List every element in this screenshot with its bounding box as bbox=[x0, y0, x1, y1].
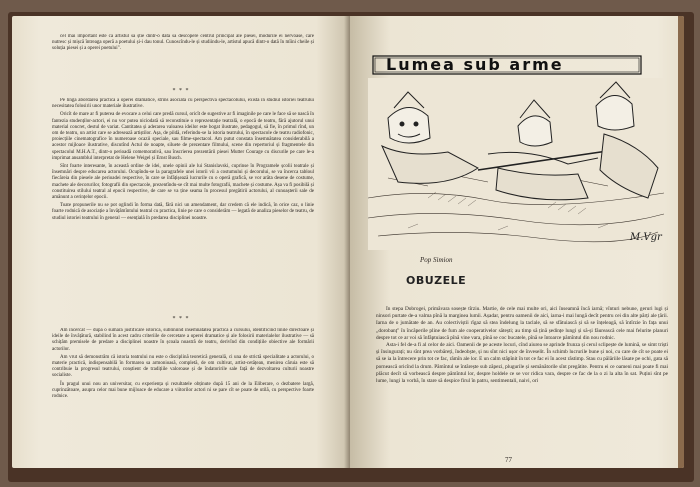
body-paragraph: Pe lîngă abordarea practică a operei dramatice, strîns asociată cu perspectiva spectacolului, există în studiul istoriei teatrului necesitatea folosirii unor materiale ilustrative. bbox=[52, 98, 314, 110]
body-paragraph: Oricît de mare ar fi puterea de evocare a celui care predă cursul, oricît de sugestive ar fi imaginile pe care le face să se nască în fantezia studenților-actori, ei nu vor putea niciodată să reconstituie o reprezentație teatrală, o epocă de teatru, fără ajutorul unui material concret, destul de variat. Cantitatea și aderarea valoarea ideilor este bogat ilustrate, pedagogul, să fie, în primul rînd, un om de teatru, un artist care se adresează artiștilor. Așa, de pildă, referindu-se la istoria teatrului, în spectacole de teatru radiofonic, proiecțiile cinematografice în numeroase ocazii speciale, sau filme-spectacol. Am putut constata însemnătatea considerabilă a acestor mijloace ilustrative, discutînd Actul de noapte, siluete de prezentare filmului, scene din repertoriul și fragmentele din spectacolul M.H.A.T., dintr-o perioadă comemorativă, sau înscrierea prezentării piesei Mutter Courage cu discurile pe care le-a imprimat ansamblul interpretat de Helene Weigel și Ernst Busch. bbox=[52, 112, 314, 161]
closing-paragraph: În pragul unui nou an universitar, cu experiența și rezultatele obținute după 15 ani de la Eliberare, o dezbatere largă, cuprinzătoare, asupra celor mai bune mijloace de educare a viitorilor actori ni se pare cît se poate de utilă, cu perspective foarte rodnice. bbox=[52, 381, 314, 400]
article-paragraph: Asta-i fel de-a fi al celor de aici. Oamenii de pe aceste locuri, cînd aiurea se aprinde frunza și cerul sclipește de lumină, se simt triști și însingurați; nu sînt prea vorbăreți, îndeobște, și nu sînt nici ușor de înveselit. În schimb lucrurile bune și noi, cu care de cît se poate ei să se ia la întrecere prin tot ce fac, rămîn ale lor. E un calm stăpînit în tot ce fac ei în acest răstimp. Stau cu pălăriile lăsate pe ochi, gata să pornească oricînd la drum. Pămîntul se întărește sub zăpezi, plugurile și semănătorile sînt pregătite. Pentru ei ce oameni mai poate fi mai plăcut decît să vorbească despre pămîntul lor, despre holdele ce se vor ridica vara, despre ce fac de la o zi la alta în sat. Puțini sînt pe lume, lungi la vorbă, în stare să despice firul în patru, sentimentali, naivi, ori bbox=[376, 342, 668, 385]
closing-column bbox=[52, 328, 314, 456]
body-paragraph: Sînt foarte interesante, în această ordine de idei, unele opinii ale lui Stanislavski, cuprinse în Programele școlii teatrale și însemnări despre educarea actorului. Ocupîndu-se la paragrafele unei istorii vii a costumului și decorului, se va încerca tabloul fiecăreia din piesele ale perioadei respective, în care se înfățișează lucrurile cu o operă grafică, se vor arăta desene de costume, machete ale decorurilor, fotografii din spectacole, prezentîndu-se cît mai multe fotografii, machete și costume. Așa va fi posibilă și constituirea stilului teatral al epocii respective, de care se va ține seama în procesul pregătirii actorului, al cunoașterii sale de amănunt a cerințelor epocii. bbox=[52, 164, 314, 201]
illustration-signature: M.Vgr bbox=[630, 232, 662, 243]
closing-paragraph: Am vrut să demonstrăm că istoria teatrului nu este o disciplină teoretică generală, ci una de strictă specialitate a actorului, o materie practică, indispensabilă în formarea sa armonioasă, completă, de om cultivat, artist-cetățean, menirea căruia este să contribuie la progresul teatrului, conștient de tradițiile valoroase și de îndatoririle sale față de dezvoltarea culturii noastre socialiste. bbox=[52, 354, 314, 379]
article-paragraph: În stepa Dobrogei, primăvara sosește tîrziu. Martie, de cele mai multe ori, aici înseamnă încă iarnă; vînturi nebune, geruri lugi și ninsori purtate de-a valma pînă la marginea lumii. Așadar, pentru oamenii de aici, iarna-i mai lungă decît pentru cei din alte părți ale țării. Iarna de o jumătate de an. Au colectiviștii rîgaz să stea îndelung la taclale, să se sfătuiască și să se înțeleagă, să întîrzie în fața unui „dorobanț" în încăperile pline de fum ale cooperativelor sătești; au timp să țină ședințe lungi și să-și făurească cele mai felurite planuri despre tot ce ar voi să înfăptuiască pînă vine vara, pînă se coc bucatele, pînă se întoarce pămîntul din nou rodnic. bbox=[376, 306, 668, 341]
closing-paragraph: Am încercat — după o sumară justificare istorică, subliniind însemnătatea practică a cursului, identificînd linile directoare și ideile de învățătură, stabilind în acest cadru criteriile de cercetare a operei dramatice și ale folosirii materialelor ilustrative — să schițăm premisele de predare a disciplinei noastre în școala noastră de teatru, derivînd din condițiile obiective ale formării actorilor. bbox=[52, 328, 314, 352]
page-edge bbox=[678, 16, 684, 468]
right-page bbox=[350, 16, 684, 468]
section-title bbox=[372, 54, 642, 76]
body-column bbox=[52, 98, 314, 310]
separator-stars-1: * * * bbox=[172, 88, 190, 94]
separator-stars-2: * * * bbox=[172, 316, 190, 322]
page-number: 77 bbox=[505, 456, 512, 464]
article-body bbox=[376, 306, 668, 454]
left-page bbox=[12, 16, 350, 468]
intro-paragraph bbox=[52, 34, 314, 84]
article-author: Pop Simion bbox=[420, 256, 453, 264]
article-title: OBUZELE bbox=[406, 274, 467, 287]
intro-text: cel mai important este ca artistul să știe dintr-o dată să descopere centrul principal ale piesei, modurile ei nervoase, care nutresc și mișcă întreaga operă a poetului și-i dau tonul. Cunoscîndu-le și studiindu-le, artistul apucă dintr-o dată în mîini cheile și soluția piesei și a operei poetului". bbox=[52, 34, 314, 52]
body-paragraph: Toate propunerile nu se pot oglindi în forma dată, fără nici un amendament, dar credem că ele indică, în orice caz, o linie foarte rodnică de asociație a învățămîntului teatral cu practica, linie pe care o considerăm — legată de analiza pieselor de teatru, de studiul istoriei teatrului în general — esențială în predarea disciplinei noastre. bbox=[52, 203, 314, 221]
section-title-text: Lumea sub arme bbox=[386, 55, 564, 74]
soldiers-illustration bbox=[368, 78, 664, 250]
